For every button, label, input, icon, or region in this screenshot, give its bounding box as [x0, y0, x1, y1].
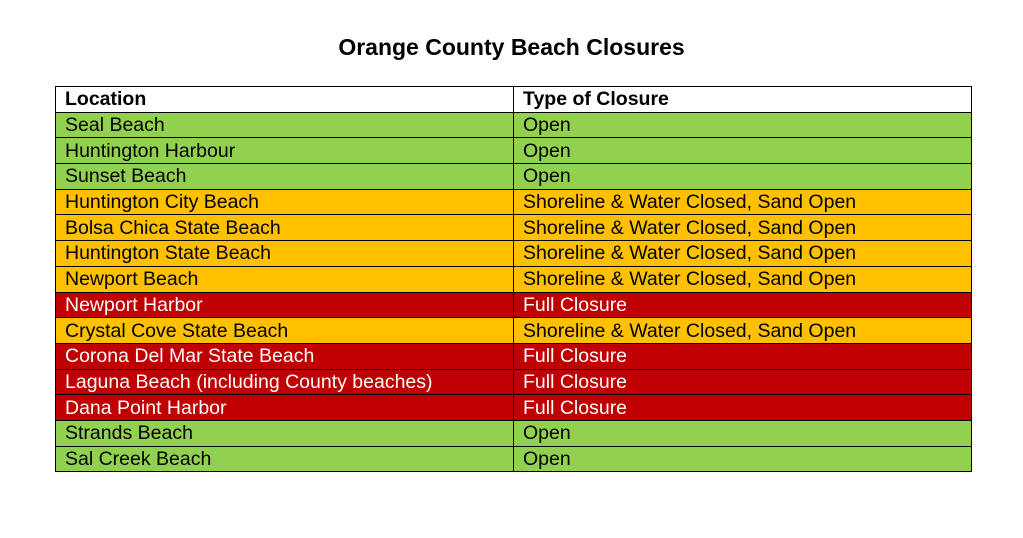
closure-type-cell: Shoreline & Water Closed, Sand Open: [514, 266, 972, 292]
county-seal-icon: [100, 0, 186, 6]
location-cell: Sunset Beach: [56, 164, 514, 190]
location-cell: Newport Beach: [56, 266, 514, 292]
location-cell: Corona Del Mar State Beach: [56, 343, 514, 369]
table-row: [56, 318, 972, 344]
page-title: Orange County Beach Closures: [338, 34, 685, 60]
location-cell: Sal Creek Beach: [56, 446, 514, 472]
table-row: [56, 446, 972, 472]
closure-type-cell: Shoreline & Water Closed, Sand Open: [514, 241, 972, 267]
location-cell: Dana Point Harbor: [56, 395, 514, 421]
table-row: [56, 215, 972, 241]
table-row: [56, 266, 972, 292]
table-row: [56, 343, 972, 369]
location-cell: Huntington Harbour: [56, 138, 514, 164]
table-row: [56, 112, 972, 138]
closure-type-cell: Full Closure: [514, 369, 972, 395]
table-row: [56, 164, 972, 190]
closure-type-cell: Open: [514, 112, 972, 138]
closure-type-cell: Full Closure: [514, 292, 972, 318]
table-row: [56, 189, 972, 215]
location-cell: Newport Harbor: [56, 292, 514, 318]
table-row: [56, 138, 972, 164]
closure-type-cell: Open: [514, 164, 972, 190]
closure-type-cell: Shoreline & Water Closed, Sand Open: [514, 215, 972, 241]
location-cell: Bolsa Chica State Beach: [56, 215, 514, 241]
closure-type-cell: Shoreline & Water Closed, Sand Open: [514, 318, 972, 344]
location-cell: Huntington State Beach: [56, 241, 514, 267]
beach-closures-table: [55, 86, 972, 472]
closure-type-cell: Open: [514, 420, 972, 446]
table-header-row: [56, 87, 972, 113]
table-row: [56, 241, 972, 267]
table-row: [56, 420, 972, 446]
location-cell: Seal Beach: [56, 112, 514, 138]
closure-type-cell: Shoreline & Water Closed, Sand Open: [514, 189, 972, 215]
closure-type-cell: Full Closure: [514, 343, 972, 369]
location-cell: Strands Beach: [56, 420, 514, 446]
closure-type-cell: Open: [514, 138, 972, 164]
table-row: [56, 395, 972, 421]
location-cell: Huntington City Beach: [56, 189, 514, 215]
closure-type-cell: Open: [514, 446, 972, 472]
column-header-closure-type: Type of Closure: [514, 87, 972, 113]
table-row: [56, 369, 972, 395]
location-cell: Laguna Beach (including County beaches): [56, 369, 514, 395]
closure-type-cell: Full Closure: [514, 395, 972, 421]
location-cell: Crystal Cove State Beach: [56, 318, 514, 344]
table-row: [56, 292, 972, 318]
column-header-location: Location: [56, 87, 514, 113]
